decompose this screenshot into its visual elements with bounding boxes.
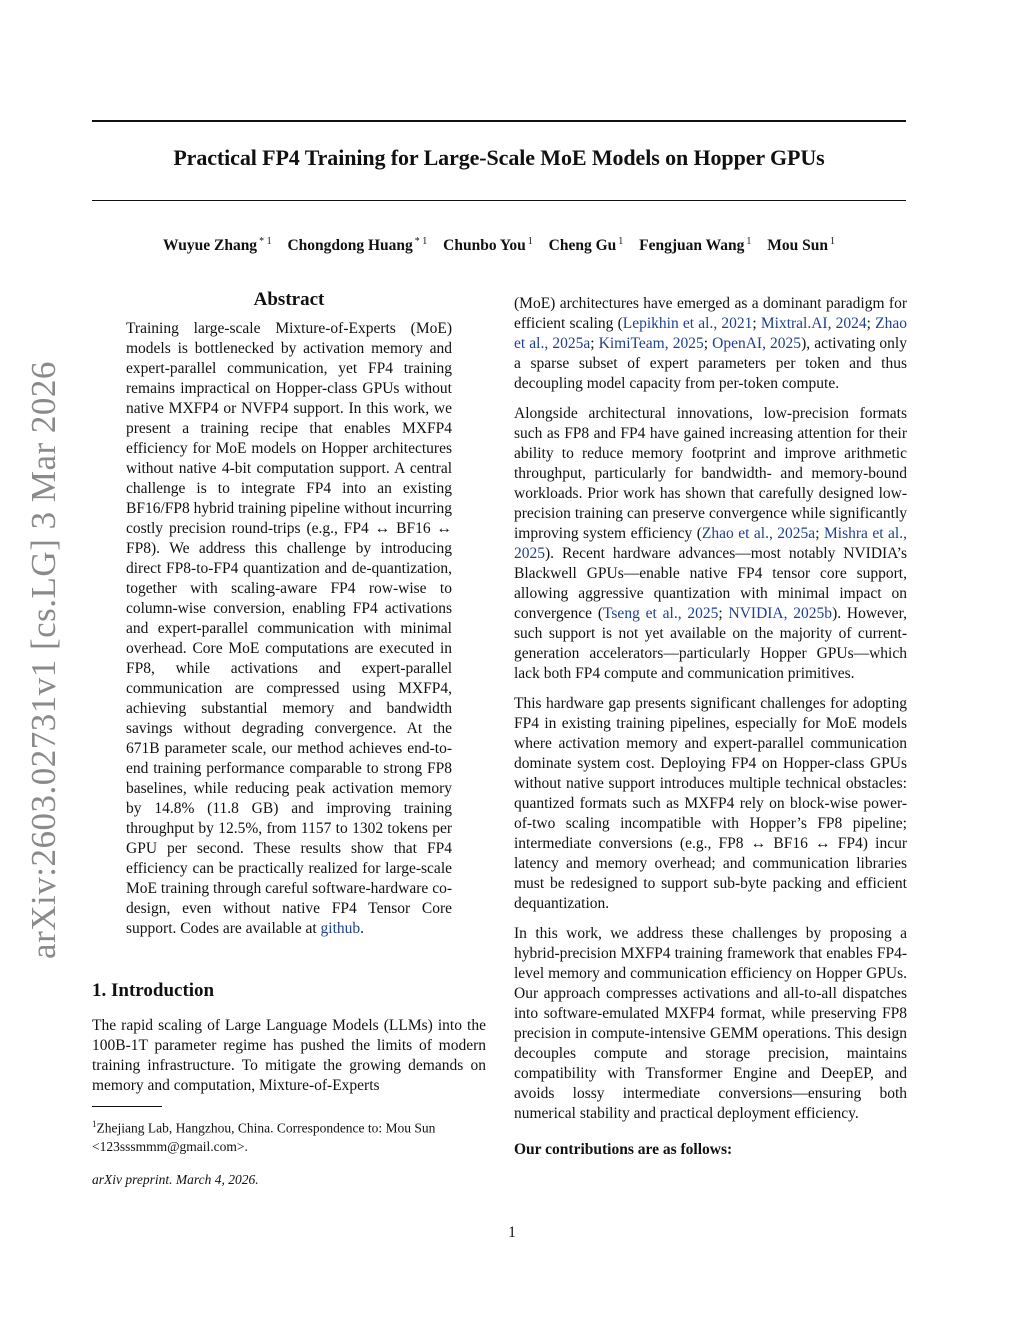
abstract-heading: Abstract <box>253 289 325 310</box>
author-name: Mou Sun <box>767 237 828 255</box>
paragraph: In this work, we address these challenges by proposing a hybrid-precision MXFP4 training framework that enables FP4-level memory and communication efficiency on Hopper GPUs. Our approach compresses activations and all-to-all dispatches into software-emulated MXFP4 format, while preserving FP8 precision in compute-intensive GEMM operations. This design decouples compute and storage precision, maintains compatibility with Transformer Engine and DeepEP, and avoids lossy intermediate conversions—ensuring both numerical stability and practical deployment efficiency. <box>514 925 907 1122</box>
citation-link[interactable]: Zhao et al., 2025a <box>514 315 907 352</box>
author <box>549 237 624 254</box>
citation-link[interactable]: KimiTeam, 2025 <box>598 335 704 352</box>
author <box>443 237 533 254</box>
citation-link[interactable]: Mixtral.AI, 2024 <box>760 315 867 332</box>
abstract-end: . <box>360 920 365 937</box>
author-affiliation-mark: * 1 <box>414 236 428 247</box>
author-affiliation-mark: 1 <box>618 236 624 247</box>
author-affiliation-mark: 1 <box>746 236 752 247</box>
citation-separator: ; <box>590 335 599 352</box>
author-name: Chongdong Huang <box>287 237 413 255</box>
abstract-text <box>126 319 452 939</box>
citation-separator: ; <box>752 315 761 332</box>
arxiv-identifier[interactable]: arXiv:2603.02731v1 [cs.LG] 3 Mar 2026 <box>24 361 63 959</box>
preprint-note: arXiv preprint. March 4, 2026. <box>92 1171 259 1187</box>
paragraph-text: ). Recent hardware advances—most notably NVIDIA’s Blackwell GPUs—enable native FP4 tensor core support, allowing aggressive quantization with minimal impact on convergence ( <box>514 545 907 622</box>
citation-separator: ; <box>866 315 876 332</box>
author-affiliation-mark: 1 <box>829 236 835 247</box>
citation-link[interactable]: NVIDIA, 2025b <box>728 605 833 622</box>
author <box>639 237 751 254</box>
citation-link[interactable]: Tseng et al., 2025 <box>603 605 719 622</box>
citation-separator: ; <box>703 335 713 352</box>
author-affiliation-mark: * 1 <box>259 236 272 247</box>
paragraph: This hardware gap presents significant challenges for adopting FP4 in existing training pipelines, especially for MoE models where activation memory and expert-parallel communication dominate system cost. Deploying FP4 on Hopper-class GPUs without native support introduces multiple technical obstacles: quantized formats such as MXFP4 rely on block-wise power-of-two scaling incompatible with Hopper’s FP8 pipeline; intermediate conversions (e.g., FP8 ↔ BF16 ↔ FP4) incur latency and memory overhead; and communication libraries must be redesigned to support sub-byte packing and efficient dequantization. <box>514 695 907 912</box>
author-affiliation-mark: 1 <box>527 236 533 247</box>
citation-separator: ; <box>718 605 729 622</box>
introduction-text: The rapid scaling of Large Language Models (LLMs) into the 100B-1T parameter regime has pushed the limits of modern training infrastructure. To mitigate the growing demands on memory and computation, Mixture-of-Experts <box>92 1017 486 1094</box>
paragraph-text: ). However, such support is not yet available on the majority of current-generation accelerators—particularly Hopper GPUs—which lack both FP4 compute and communication primitives. <box>514 605 907 682</box>
author-name: Fengjuan Wang <box>639 237 745 255</box>
left-column <box>92 290 486 1190</box>
author <box>287 237 427 254</box>
paragraph-text: ), activating only a sparse subset of expert parameters per token and thus decoupling model capacity from per-token compute. <box>514 335 907 392</box>
paper-title: Practical FP4 Training for Large-Scale MoE Models on Hopper GPUs <box>173 145 825 170</box>
footnote <box>92 1115 486 1156</box>
introduction-heading: 1. Introduction <box>92 980 215 1001</box>
abstract-body: Training large-scale Mixture-of-Experts (MoE) models is bottlenecked by activation memory and expert-parallel communication, yet FP4 training remains impractical on Hopper-class GPUs without native MXFP4 or NVFP4 support. In this work, we present a training recipe that enables MXFP4 efficiency for MoE models on Hopper architectures without native 4-bit computation support. A central challenge is to integrate FP4 into an existing BF16/FP8 hybrid training pipeline without incurring costly precision round-trips (e.g., FP4 ↔ BF16 ↔ FP8). We address this challenge by introducing direct FP8-to-FP4 quantization and de-quantization, together with scaling-aware FP4 row-wise to column-wise conversion, enabling FP4 activations and expert-parallel communication with minimal overhead. Core MoE computations are executed in FP8, while activations and expert-parallel communication are compressed using MXFP4, achieving substantial memory and bandwidth savings without degrading convergence. At the 671B parameter scale, our method achieves end-to-end training performance comparable to strong FP8 baselines, while reducing peak activation memory by 14.8% (11.8 GB) and improving training throughput by 12.5%, from 1157 to 1302 tokens per GPU per second. These results show that FP4 efficiency can be practically realized for large-scale MoE training through careful software-hardware co-design, even without native FP4 Tensor Core support. Codes are available at <box>126 320 452 937</box>
paragraph <box>514 294 907 394</box>
citation-separator: ; <box>815 525 824 542</box>
citation-link[interactable]: Lepikhin et al., 2021 <box>622 315 753 332</box>
footnote-text: Zhejiang Lab, Hangzhou, China. Correspondence to: Mou Sun <123sssmmm@gmail.com>. <box>92 1120 436 1154</box>
author-name: Wuyue Zhang <box>163 237 258 255</box>
citation-link[interactable]: OpenAI, 2025 <box>712 335 802 352</box>
paragraph <box>514 404 907 684</box>
author <box>163 237 272 254</box>
title-top-rule <box>92 120 906 122</box>
citation-link[interactable]: Zhao et al., 2025a <box>701 525 816 542</box>
title-bottom-rule <box>92 200 906 201</box>
github-link[interactable]: github <box>320 920 361 937</box>
footnote-mark: 1 <box>92 1119 97 1129</box>
footnote-rule <box>92 1106 162 1107</box>
author <box>767 237 835 254</box>
author-name: Cheng Gu <box>548 237 617 255</box>
page-number: 1 <box>508 1224 516 1241</box>
abstract-section <box>92 290 486 939</box>
paragraph-text: (MoE) architectures have emerged as a dominant paradigm for efficient scaling ( <box>514 295 907 332</box>
author-list <box>92 236 906 255</box>
author-name: Chunbo You <box>443 237 526 255</box>
citation-link[interactable]: Mishra et al., 2025 <box>514 525 907 562</box>
contributions-heading: Our contributions are as follows: <box>514 1141 733 1158</box>
right-column <box>514 294 907 1160</box>
paragraph-text: Alongside architectural innovations, low-precision formats such as FP8 and FP4 have gained increasing attention for their ability to reduce memory footprint and improve arithmetic throughput, particularly for bandwidth- and memory-bound workloads. Prior work has shown that carefully designed low-precision training can preserve convergence while significantly improving system efficiency ( <box>514 405 907 542</box>
